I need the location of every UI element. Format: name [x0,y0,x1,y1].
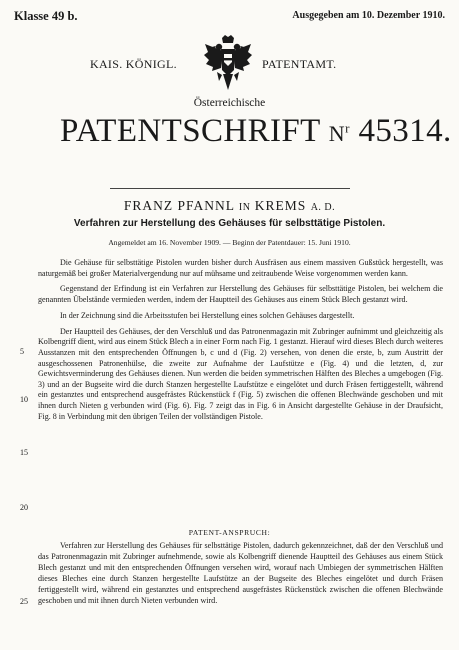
paragraph: Der Hauptteil des Gehäuses, der den Verschluß und das Patronenmagazin mit Zubringer aufnimmt und gleichzeitig als Kolbengriff dient, wird aus einem Stück Blech a in einer Form nach Fig. 1 gestanzt. Hierauf wird dieses Blech durch weiteres Ausstanzen mit den entsprechenden Öffnungen b, c und d (Fig. 2) versehen, von denen die erste, b, zum Austritt der ausgeschossenen Patronenhülse, die zweite zur Aufnahme der Laufstütze e (Fig. 4) und die letzten, d, zur Gewichtsverminderung des Gehäuses dienen. Nun werden die beiden symmetrischen Hälften des Bleches a umgebogen (Fig. 3) und an der Bugseite wird die durch Stanzen hergestellte Laufstütze e eingelötet und durch Fräsen fertiggestellt, während ein gestanztes und entsprechend ausgefrästes Rückenstück f (Fig. 5) zwischen die offenen Blechwände geschoben und mit ihnen durch Nieten g verbunden wird (Fig. 6). Fig. 7 zeigt das in Fig. 6 in Ansicht dargestellte Gehäuse in der Draufsicht, Fig. 8 in Verbindung mit den übrigen Teilen der vollständigen Pistole. [38,326,443,421]
line-number: 5 [20,347,24,356]
patent-title [60,113,452,150]
patent-number-label [329,121,350,146]
inventor-name: FRANZ PFANNL [123,198,235,213]
description-body [38,258,443,428]
patent-title-main: PATENTSCHRIFT [60,113,321,149]
nr-superscript: r [345,120,350,136]
country-label: Österreichische [193,97,266,109]
class-label: Klasse 49 b. [14,9,78,23]
patent-number: 45314. [358,113,452,149]
issue-date: Ausgegeben am 10. Dezember 1910. [292,10,445,21]
double-headed-eagle-icon [203,34,253,92]
paragraph: Die Gehäuse für selbsttätige Pistolen wurden bisher durch Ausfräsen aus einem massiven Gußstück hergestellt, was naturgemäß bei großer Materialvergendung nur auf mühsame und zeitraubende Weise vorgenommen werden kann. [38,258,443,278]
patent-subject: Verfahren zur Herstellung des Gehäuses für selbsttätige Pistolen. [73,218,386,229]
nr-letter: N [328,121,346,146]
claim-body [38,540,443,606]
filing-dates: Angemeldet am 16. November 1909. — Beginn der Patentdauer: 15. Juni 1910. [108,238,351,247]
inventor-place: KREMS [254,198,307,213]
divider [110,188,350,189]
paragraph: Gegenstand der Erfindung ist ein Verfahren zur Herstellung des Gehäuses für selbsttätige Pistolen, bei welchem die genannten Übelstände vermieden werden, indem der Hauptteil des Gehäuses aus einem Stück Blech gestanzt wird. [38,284,443,305]
line-number: 10 [20,395,28,404]
inventor-in: IN [238,202,251,213]
claim-paragraph: Verfahren zur Herstellung des Gehäuses für selbsttätige Pistolen, dadurch gekennzeichnet, daß der den Verschluß und das Patronenmagazin mit Zubringer aufnehmende, sowie als Kolbengriff dienende Hauptteil des Gehäuses aus einem Stück Blech gestanzt und mit den entsprechenden Öffnungen versehen wird, worauf nach Umbiegen der symmetrischen Hälften dieses Bleches eine durch Stanzen hergestellte Laufstütze an der Bugseite des Bleches eingelötet und durch Fräsen fertiggestellt wird, während ein gestanztes und entsprechend ausgefrästes Rückenstück zwischen die offenen Blechwände geschoben und mit ihnen durch Nieten verbunden wird. [38,541,443,605]
paragraph: In der Zeichnung sind die Arbeitsstufen bei Herstellung eines solchen Gehäuses dargestellt. [60,310,355,320]
line-number: 25 [20,597,28,606]
line-number: 15 [20,448,28,457]
office-left-label: KAIS. KÖNIGL. [90,57,177,71]
office-right-label: PATENTAMT. [262,57,337,71]
inventor-suffix: A. D. [310,202,336,213]
line-number: 20 [20,503,28,512]
inventor-line [0,198,459,214]
claim-heading: PATENT-ANSPRUCH: [188,528,271,537]
